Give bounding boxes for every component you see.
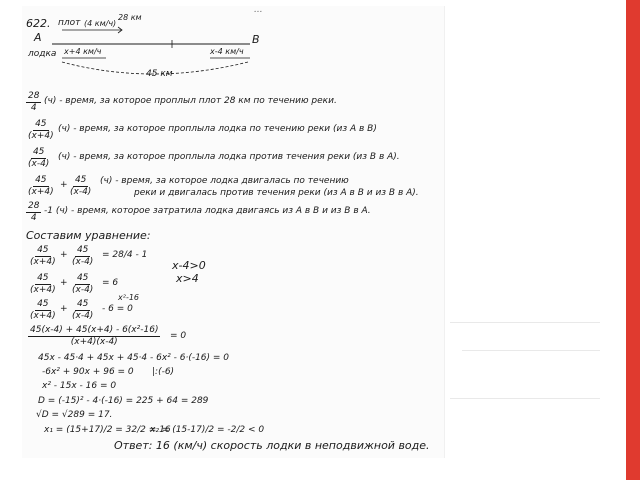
eq2-rhs: = 6 [102, 278, 119, 288]
fraction-numerator: 45 [76, 245, 89, 255]
boat-label: лодка [28, 49, 57, 59]
fraction-denominator: (x-4) [72, 285, 94, 295]
eq3-plus: + [60, 304, 68, 314]
fraction-denominator: 4 [30, 103, 37, 113]
explanation-3-fraction [26, 148, 51, 169]
eq1-fraction-1 [28, 246, 58, 267]
eq2-fraction-2 [70, 274, 95, 295]
eq10a: x₁ = (15+17)/2 = 32/2 = 16 [44, 425, 171, 435]
explanation-5-fraction [26, 202, 41, 223]
fraction-denominator: (x-4) [28, 159, 50, 169]
distance-total-label: 45 км [146, 69, 173, 79]
eq2-fraction-1 [28, 274, 58, 295]
compose-heading: Составим уравнение: [26, 229, 151, 242]
explanation-4-fraction [26, 176, 56, 197]
explanation-4-plus: + [60, 180, 68, 190]
eq6: -6x² + 90x + 96 = 0 [42, 367, 134, 377]
fraction-numerator: 28 [28, 201, 40, 211]
eq1-plus: + [60, 250, 68, 260]
point-b-label: B [252, 33, 260, 46]
explanation-2-fraction [26, 120, 56, 141]
raft-speed: (4 км/ч) [84, 19, 117, 28]
fraction-denominator: 4 [30, 213, 37, 223]
explanation-5-text: -1 (ч) - время, которое затратила лодка двигаясь из A в B и из B в A. [44, 206, 371, 216]
fraction-denominator: (x-4) [72, 311, 94, 321]
fraction-numerator: 45 [37, 299, 49, 309]
eq3-fraction-2 [70, 300, 95, 321]
eq1-rhs: = 28/4 - 1 [102, 250, 148, 260]
eq5: 45x - 45·4 + 45x + 45·4 - 6x² - 6·(-16) = 0 [38, 353, 230, 363]
eq3-note: x²-16 [118, 293, 140, 302]
background-line [462, 350, 600, 351]
eq2-plus: + [60, 278, 68, 288]
fraction-denominator: (x-4) [70, 187, 92, 197]
eq3-rhs: - 6 = 0 [102, 304, 133, 314]
fraction-denominator: (x+4) [28, 131, 54, 141]
fraction-numerator: 45 [32, 147, 45, 157]
distance-top-label: 28 км [118, 13, 142, 22]
fraction-numerator: 45 [35, 119, 47, 129]
fraction-numerator: 45 [37, 245, 49, 255]
raft-label: плот [58, 18, 81, 28]
explanation-2-text: (ч) - время, за которое проплыла лодка по течению реки (из A в B) [58, 124, 377, 134]
accent-bar [626, 0, 640, 480]
fraction-denominator: (x+4) [30, 285, 56, 295]
fraction-numerator: 45 [76, 299, 89, 309]
fraction-denominator: (x+4) [30, 257, 56, 267]
fraction-numerator: 45 [35, 175, 47, 185]
fraction-numerator: 45 [76, 273, 89, 283]
explanation-4-text-cont: реки и двигалась против течения реки (из A в B и из B в A). [134, 188, 419, 198]
fraction-denominator: (x+4) [28, 187, 54, 197]
explanation-3-text: (ч) - время, за которое проплыла лодка против течения реки (из B в A). [58, 152, 400, 162]
background-line [450, 322, 600, 323]
eq1-fraction-2 [70, 246, 95, 267]
fraction-denominator: (x+4) [30, 311, 56, 321]
page-header-text: ... [254, 5, 263, 15]
point-a-label: A [34, 31, 42, 44]
eq6-note: |:(-6) [152, 367, 175, 377]
problem-diagram [22, 6, 444, 86]
eq4-rhs: = 0 [170, 331, 187, 341]
explanation-4-fraction-2 [68, 176, 93, 197]
boat-upstream-speed: x-4 км/ч [210, 47, 244, 56]
condition-line-1: x-4>0 [172, 259, 206, 272]
explanation-1-fraction [26, 92, 41, 113]
eq7: x² - 15x - 16 = 0 [42, 381, 117, 391]
boat-downstream-speed: x+4 км/ч [64, 47, 102, 56]
eq10b: x₂ = (15-17)/2 = -2/2 < 0 [150, 425, 265, 435]
background-line [450, 398, 600, 399]
eq8: D = (-15)² - 4·(-16) = 225 + 64 = 289 [38, 396, 209, 406]
eq4-fraction [28, 326, 160, 347]
fraction-numerator: 45(x-4) + 45(x+4) - 6(x²-16) [30, 325, 159, 335]
fraction-numerator: 28 [28, 91, 40, 101]
eq9: √D = √289 = 17. [36, 410, 113, 420]
eq3-fraction-1 [28, 300, 58, 321]
answer: Ответ: 16 (км/ч) скорость лодки в неподвижной воде. [114, 439, 430, 452]
fraction-denominator: (x+4)(x-4) [70, 337, 118, 347]
fraction-numerator: 45 [37, 273, 49, 283]
explanation-1-text: (ч) - время, за которое проплыл плот 28 км по течению реки. [44, 96, 337, 106]
fraction-denominator: (x-4) [72, 257, 94, 267]
scanned-page [22, 6, 445, 458]
distance-arc [62, 62, 248, 74]
condition-line-2: x>4 [176, 272, 199, 285]
fraction-numerator: 45 [74, 175, 87, 185]
explanation-4-text: (ч) - время, за которое лодка двигалась по течению [100, 176, 349, 186]
problem-number: 622. [26, 17, 51, 30]
